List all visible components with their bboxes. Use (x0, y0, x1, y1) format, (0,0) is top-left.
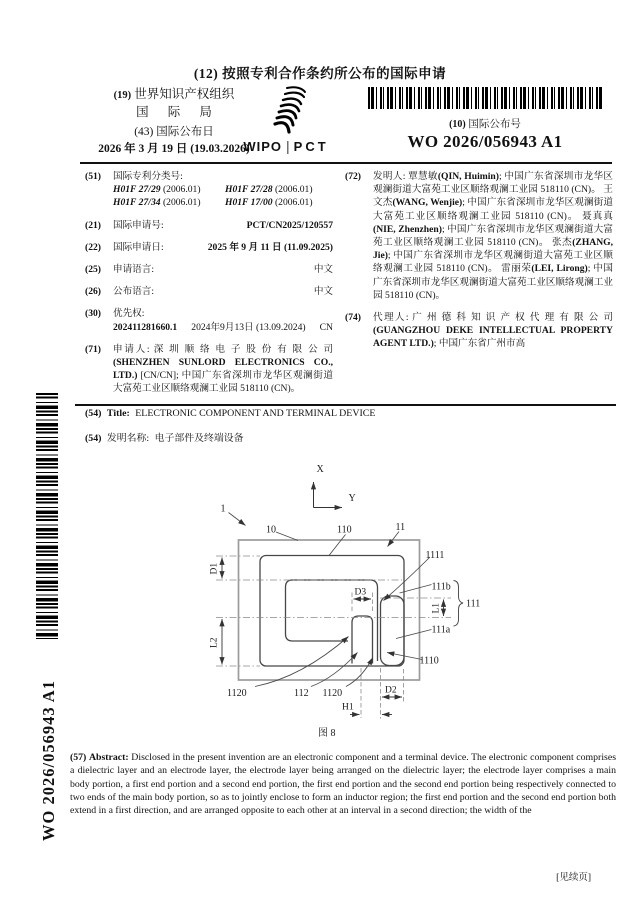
figure-caption: 图 8 (318, 728, 336, 739)
dim-l1-label: L1 (431, 602, 442, 614)
abstract-label: Abstract: (88, 752, 129, 763)
ref-111b: 111b (431, 581, 451, 593)
field-label: 申请语言: (113, 264, 155, 276)
patent-figure-8 (170, 450, 500, 750)
filing-date: 2025 年 9 月 11 日 (11.09.2025) (207, 241, 333, 253)
ipc-entry: H01F 27/34 (2006.01) (113, 197, 201, 209)
ref-1111: 1111 (425, 550, 445, 561)
title-zh-label: 发明名称: (106, 433, 150, 444)
priority-number: 202411281660.1 (113, 321, 178, 333)
publication-language: 中文 (313, 286, 333, 298)
field-26-publication-language: (26) 公布语言: 中文 (85, 286, 333, 298)
ref-1: 1 (220, 503, 226, 515)
inventor: 张杰(ZHANG, Jie); 中国广东省深圳市龙华区观澜街道大富苑工业区顺络观澜工业园 518110 (CN)。 (373, 237, 613, 275)
priority-label: 优先权: (113, 308, 145, 320)
dim-h1-label: H1 (342, 702, 354, 713)
field-74-agent: (74) 代理人: 广 州 德 科 知 识 产 权 代 理 有 限 公 司 (GUANGZHOU DEKE INTELLECTUAL PROPERTY AGENT LTD.); 中国广东省广州市高 (345, 312, 613, 350)
abstract-text: Disclosed in the present invention are an electronic component and a terminal device. The electronic component comprises a dielectric layer and an electrode layer, the electrode layer being arranged on the dielectric layer; the electrode layer comprises a main body portion, a first end portion and a second end portion, the first end portion and the second end portion being respectively connected to two ends of the main body portion, so as to jointly enclose to form an inductor region; the first end portion and the second end portion both extend in a first direction, and are arranged opposite to each other at an interval in a second direction; the width of the (70, 752, 617, 817)
ipc-entry: H01F 27/28 (2006.01) (225, 184, 313, 196)
ref-1120-left: 1120 (227, 688, 247, 699)
ref-110: 110 (337, 524, 352, 536)
dim-d1-label: D1 (209, 562, 220, 575)
title-section-divider (75, 404, 616, 406)
filing-language: 中文 (313, 264, 333, 276)
abstract-paragraph (70, 751, 616, 817)
ref-11: 11 (395, 522, 406, 533)
applicant-address: [CN/CN]; 中国广东省深圳市龙华区观澜街道大富苑工业区顺络观澜工业园 518110 (CN)。 (113, 370, 333, 395)
agent-label: 代理人: (373, 312, 413, 324)
pub-date-value: 2026 年 3 月 19 日 (19.03.2026) (98, 143, 250, 155)
priority-country: CN (319, 321, 333, 333)
biblio-left-column (85, 170, 333, 405)
field-72-inventors: (72) 发明人: 覃慧敏(QIN, Huimin); 中国广东省深圳市龙华区观澜街道大富苑工业区顺络观澜工业园 518110 (CN)。 王文杰(WANG, Wenjie); 中国广东省深圳市龙华区观澜街道大富苑工业区顺络观澜工业园 518110 (CN)。 聂真真(NIE, Zhenzhen); 中国广东省深圳市龙华区观澜街道大富苑工业区顺络观澜工业园 518110 (CN)。 张杰(ZHANG, Jie); 中国广东省深圳市龙华区观澜街道大富苑工业区顺络观澜工业园 518110 (CN)。 雷丽荣(LEI, Lirong); 中国广东省深圳市龙华区观澜街道大富苑工业区顺络观澜工业园 518110 (CN)。 (345, 171, 614, 301)
pub-number-label: 国际公布号 (468, 119, 521, 130)
dim-d2-label: D2 (385, 685, 397, 696)
leader-lines-arrow (229, 513, 431, 687)
wipo-swirl-icon (264, 84, 308, 136)
inventor: 雷丽荣(LEI, Lirong); 中国广东省深圳市龙华区观澜街道大富苑工业区顺络观澜工业园 518110 (CN)。 (373, 263, 614, 301)
org-name: 世界知识产权组织 (134, 87, 235, 101)
continuation-note: [见续页] (556, 873, 591, 883)
inventor: 王文杰(WANG, Wenjie); 中国广东省深圳市龙华区观澜街道大富苑工业区顺络观澜工业园 518110 (CN)。 (373, 184, 613, 222)
ipc-label: 国际专利分类号: (113, 171, 183, 182)
title-zh-line: (54) 发明名称: 电子部件及终端设备 (85, 433, 244, 444)
agent-name-zh: 广 州 德 科 知 识 产 权 代 理 有 限 公 司 (412, 312, 613, 324)
ref-1120-right: 1120 (322, 688, 343, 699)
ipc-entry: H01F 27/29 (2006.01) (113, 184, 201, 196)
applicant-name-en: (SHENZHEN SUNLORD ELECTRONICS CO., LTD.) (113, 357, 333, 382)
dim-d3-label: D3 (354, 587, 367, 598)
field-code-43: (43) (134, 126, 154, 138)
axis-y-label: Y (348, 493, 356, 504)
field-22-filing-date: (22) 国际申请日: 2025 年 9 月 11 日 (11.09.2025) (85, 241, 333, 253)
agent-address: ; 中国广东省广州市高 (433, 338, 526, 350)
field-label: 国际申请号: (113, 219, 164, 231)
field-51-ipc (85, 170, 333, 210)
title-en-line: (54) Title: ELECTRONIC COMPONENT AND TERMINAL DEVICE (85, 408, 376, 419)
inventor: 覃慧敏(QIN, Huimin); 中国广东省深圳市龙华区观澜街道大富苑工业区顺络观澜工业园 518110 (CN)。 (373, 171, 613, 196)
dielectric-outline (239, 540, 420, 680)
inventors-label: 发明人: (373, 171, 409, 182)
barcode-sidebar (36, 393, 58, 639)
barcode-top (368, 87, 602, 109)
pct-text: PCT (293, 138, 329, 154)
pub-date-label: 国际公布日 (156, 126, 214, 138)
application-number: PCT/CN2025/120557 (246, 219, 333, 231)
ipc-grid (113, 183, 333, 209)
wipo-text: WIPO (243, 138, 283, 154)
field-code-19: (19) (113, 90, 132, 101)
ref-112: 112 (294, 688, 309, 699)
ref-1110: 1110 (419, 655, 439, 667)
applicant-name-zh: 深 圳 顺 络 电 子 股 份 有 限 公 司 (153, 343, 333, 355)
pct-publication-heading: (12) 按照专利合作条约所公布的国际申请 (193, 66, 447, 81)
field-25-filing-language: (25) 申请语言: 中文 (85, 264, 333, 276)
publication-number: WO 2026/056943 A1 (407, 132, 563, 151)
field-label: 国际申请日: (113, 241, 164, 253)
org-bureau: 国 际 局 (136, 105, 220, 119)
field-71-applicant: (71) 申请人: 深 圳 顺 络 电 子 股 份 有 限 公 司 (SHENZHEN SUNLORD ELECTRONICS CO., LTD.) [CN/CN]; 中国广东省深圳市龙华区观澜街道大富苑工业区顺络观澜工业园 518110 (CN)。 (85, 343, 333, 395)
wipo-pct-wordmark (240, 138, 332, 154)
field-21-application-number: (21) 国际申请号: PCT/CN2025/120557 (85, 219, 333, 231)
wipo-logo-block (240, 84, 332, 154)
priority-date: 2024年9月13日 (13.09.2024) (191, 321, 306, 333)
ref-111: 111 (466, 598, 481, 610)
publication-number-block (368, 87, 602, 152)
biblio-right-column (345, 170, 613, 360)
abstract-code: (57) (70, 752, 87, 763)
dim-l2-label: L2 (209, 637, 220, 648)
axis-x-label: X (316, 464, 324, 475)
pub-number-label-line (368, 116, 602, 131)
field-label: 公布语言: (113, 286, 155, 298)
applicant-label: 申请人: (113, 343, 154, 355)
inventor: 聂真真(NIE, Zhenzhen); 中国广东省深圳市龙华区观澜街道大富苑工业区顺络观澜工业园 518110 (CN)。 (373, 210, 613, 249)
title-en-label: Title: (106, 408, 130, 419)
priority-row (113, 321, 333, 334)
construction-lines (216, 556, 451, 666)
ref-111a: 111a (431, 624, 451, 636)
agent-name-en: (GUANGZHOU DEKE INTELLECTUAL PROPERTY AGENT LTD.) (373, 325, 613, 350)
header-divider (80, 162, 612, 164)
sidebar-publication-number: WO 2026/056943 A1 (39, 680, 58, 841)
wipo-pct-separator: | (286, 138, 290, 154)
field-code-10: (10) (449, 119, 466, 130)
field-30-priority: (30) 优先权: 202411281660.1 2024年9月13日 (13.09.2024) CN (85, 308, 333, 333)
axes (314, 482, 343, 508)
ref-10: 10 (266, 524, 276, 536)
title-zh-value: 电子部件及终端设备 (154, 433, 244, 444)
ipc-entry: H01F 17/00 (2006.01) (225, 197, 313, 209)
title-en-value: ELECTRONIC COMPONENT AND TERMINAL DEVICE (135, 408, 376, 419)
field-code: (51) (85, 171, 101, 182)
